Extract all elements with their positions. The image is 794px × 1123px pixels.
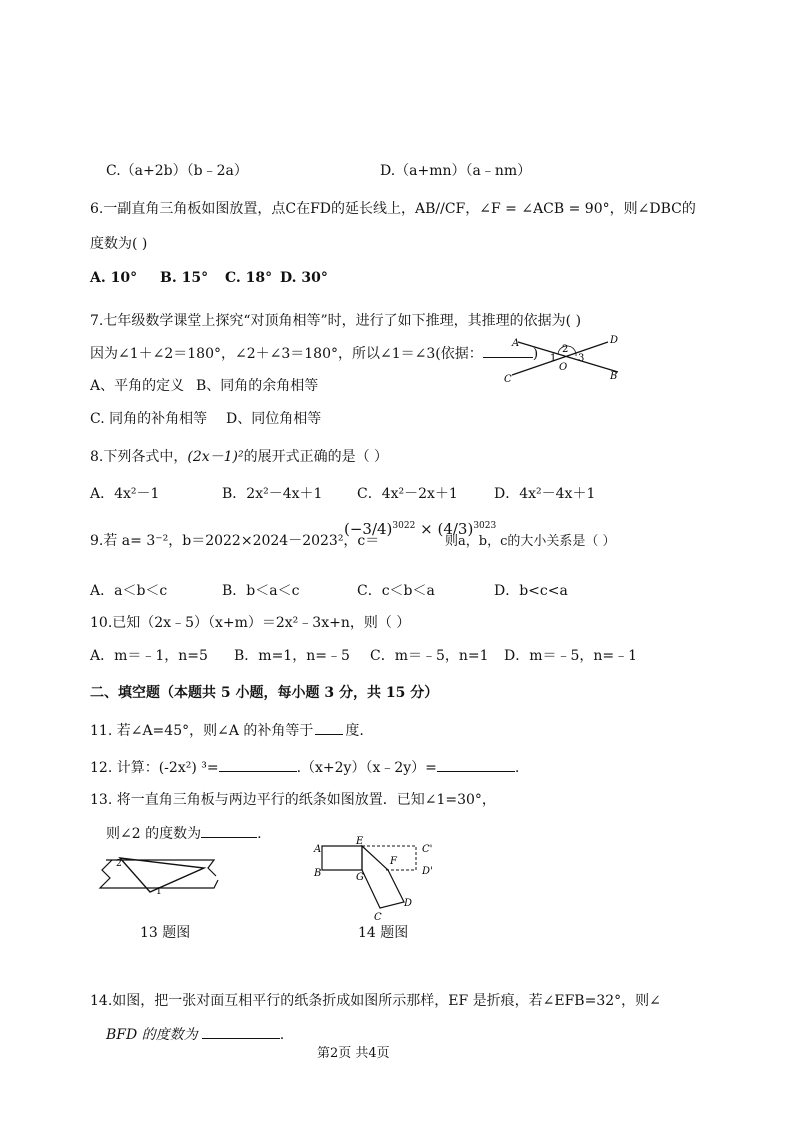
q7-reason-end: ) [532,346,539,362]
q6-option-a: A. 10° [90,270,138,286]
q9-exponent-2: 3023 [473,521,497,531]
q6-stem-line1: 6.一副直角三角板如图放置，点C在FD的延长线上，AB//CF，∠F = ∠ACB = 90°，则∠DBC的 [90,201,696,217]
q14-text: BFD 的度数为 [106,1027,198,1043]
fig14 [306,834,446,926]
fig14-strip-left [322,846,362,870]
q6-option-b: B. 15° [160,270,209,286]
fig14-label-g: G [356,872,364,883]
q7-label-b: B [610,371,618,382]
q11-unit: 度. [345,723,364,739]
fig13-label-1: 1 [156,887,162,897]
page-footer: 第2页 共4页 [317,1046,390,1061]
q14-text-end: . [279,1027,285,1043]
fig14-label-c: C [374,912,382,923]
q9-option-a: A．a＜b＜c [90,583,168,599]
q6-option-d: D. 30° [280,270,328,286]
q12-answer-blank-2[interactable] [437,771,515,772]
q5-option-c: C.（a+2b）（b﹣2a） [106,163,248,179]
q7-label-3: 3 [578,353,585,364]
q12-text-2: .（x+2y）（x﹣2y）= [296,760,437,776]
q7-label-d: D [610,335,619,346]
fig14-label-a: A [314,844,322,855]
q10-option-a: A．m＝﹣1，n=5 [90,648,208,664]
q9-option-d: D．b<c<a [494,583,568,599]
fig14-label-f: F [390,856,397,867]
q8-stem-post: 的展开式正确的是（ ） [243,449,389,465]
q12-line [90,757,519,777]
q13-answer-blank[interactable] [201,837,257,838]
q8-stem-pre: 8.下列各式中， [90,449,188,465]
q7-label-1: 1 [550,353,557,364]
q10-option-d: D．m＝﹣5，n=﹣1 [504,648,638,664]
q13-text: 则∠2 的度数为 [106,826,202,842]
q9-exponent-1: 3022 [392,521,416,531]
q8-option-c: C．4x²－2x＋1 [357,486,458,502]
q12-answer-blank-1[interactable] [219,771,297,772]
q7-stem: 7.七年级数学课堂上探究“对顶角相等”时，进行了如下推理，其推理的依据为( ) [90,313,582,329]
q7-option-d: D、同位角相等 [226,411,322,427]
q7-option-b: B、同角的余角相等 [196,378,319,394]
q7-label-c: C [504,374,512,385]
q7-option-c: C. 同角的补角相等 [90,411,208,427]
fig14-folded-part [362,846,404,908]
fig14-label-e: E [356,836,364,847]
section2-title: 二、填空题（本题共 5 小题，每小题 3 分，共 15 分） [90,685,439,701]
q9-stem-pre: 9.若 a= 3⁻²，b＝2022×2024－2023²，c＝ [90,533,380,549]
fig14-label-d-prime: D' [422,866,433,877]
q8-stem [90,446,388,466]
q7-label-a: A [512,338,520,349]
fig13-triangle [120,858,204,892]
q7-reason-text: 因为∠1＋∠2＝180°，∠2＋∠3＝180°，所以∠1＝∠3(依据： [90,346,483,362]
q10-stem: 10.已知（2x﹣5）（x+m）＝2x²﹣3x+n，则（ ） [90,615,411,631]
q11-text: 11. 若∠A=45°，则∠A 的补角等于 [90,723,314,739]
q14-answer-blank[interactable] [202,1038,280,1039]
q12-text-1: 12. 计算：(-2x²) ³= [90,760,219,776]
q8-option-d: D．4x²－4x＋1 [494,486,596,502]
q13-line2 [106,823,262,843]
fig13 [96,848,226,918]
q7-figure [500,330,630,390]
q11-line [90,720,364,740]
q5-option-d: D.（a+mn）（a﹣nm） [380,163,532,179]
fig14-label-d: D [404,898,413,909]
fig14-caption: 14 题图 [358,925,409,941]
q11-answer-blank[interactable] [315,734,343,735]
q14-line2 [106,1024,284,1044]
q7-label-o: O [559,362,568,373]
q7-option-a: A、平角的定义 [90,378,185,394]
q9-option-c: C．c＜b＜a [357,583,435,599]
q8-expression: (2x－1)² [187,449,244,465]
q8-option-b: B．2x²－4x＋1 [222,486,323,502]
fig13-label-2: 2 [116,859,122,869]
q9-times: × [420,520,433,538]
q10-option-b: B．m=1，n=﹣5 [234,648,350,664]
q6-option-c: C. 18° [225,270,273,286]
q9-fraction-1: (−3/4) [344,520,393,538]
q13-line1: 13. 将一直角三角板与两边平行的纸条如图放置．已知∠1=30°， [90,792,496,808]
q13-text-end: . [257,826,262,842]
q9-stem-post: 则a，b，c的大小关系是（ ） [445,534,616,549]
q10-option-c: C．m＝﹣5，n=1 [370,648,489,664]
q7-label-2: 2 [562,344,569,355]
q12-text-end: . [514,760,520,776]
q6-stem-line2: 度数为( ) [90,236,148,252]
fig13-caption: 13 题图 [140,925,191,941]
fig14-label-b: B [314,868,322,879]
q7-reason [90,343,538,363]
fig14-strip-dashed [362,846,416,870]
q8-option-a: A．4x²－1 [90,486,160,502]
q9-option-b: B．b＜a＜c [222,583,300,599]
q14-line1: 14.如图，把一张对面互相平行的纸条折成如图所示那样，EF 是折痕，若∠EFB=32°，则∠ [90,993,661,1009]
fig14-label-c-prime: C' [422,844,433,855]
q9-fraction-2: (4/3) [437,520,474,538]
